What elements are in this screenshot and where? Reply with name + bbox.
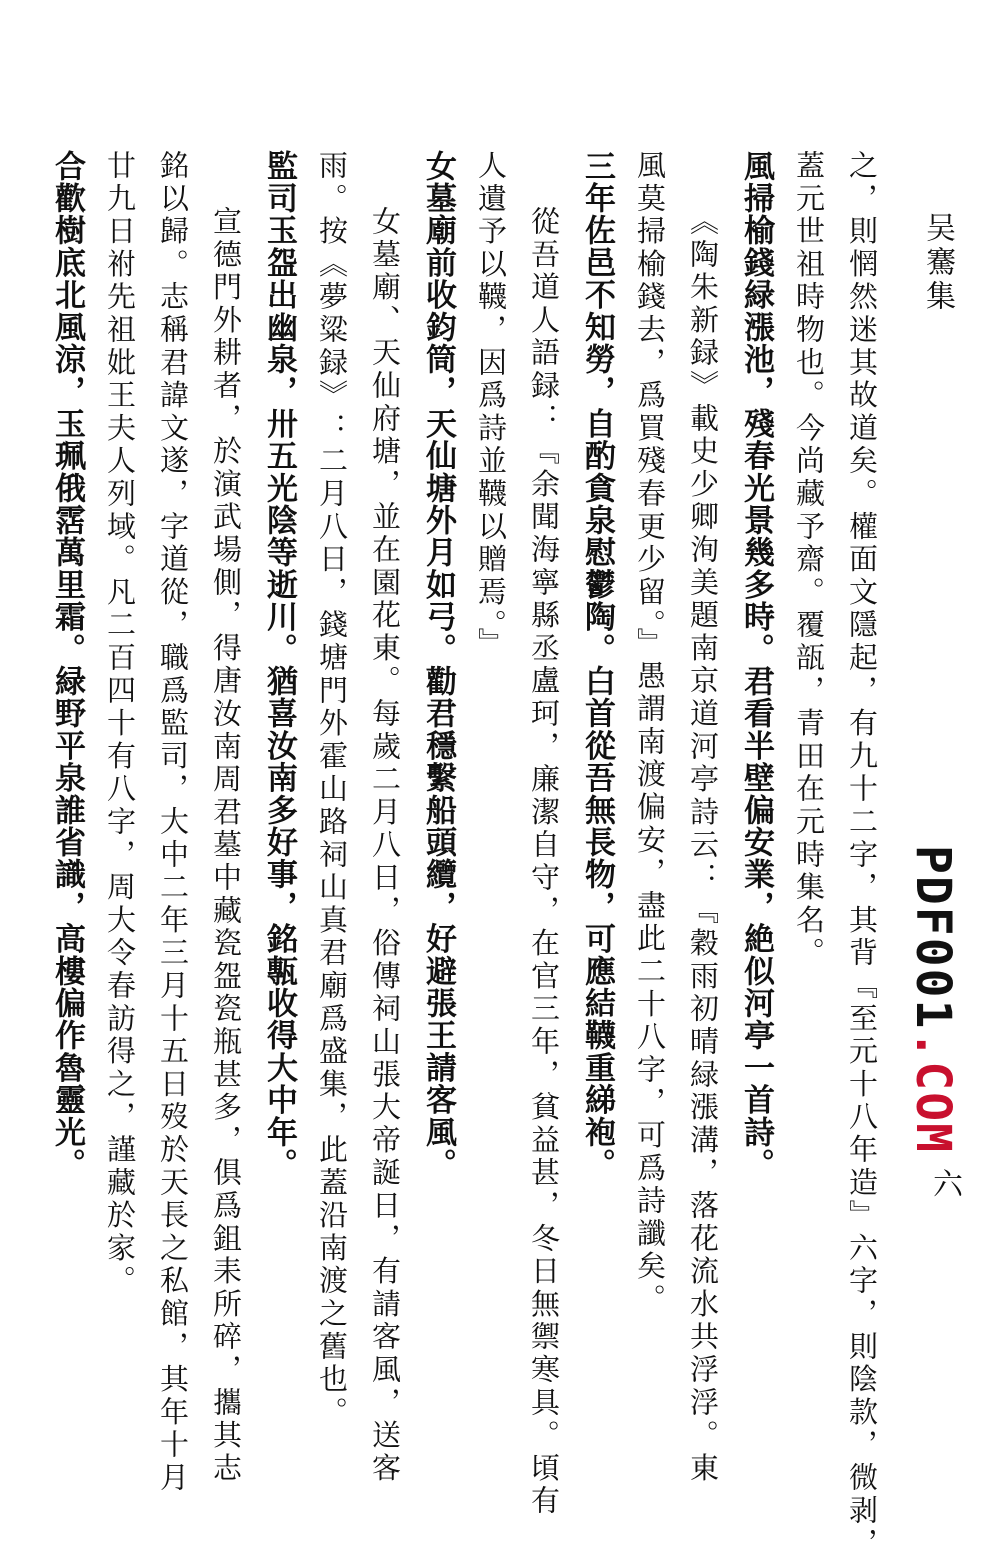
poem-column-1: 風掃榆錢緑漲池，殘春光景幾多時。君看半壁偏安業，絶似河亭一首詩。 [738,150,774,1181]
poem-column-4: 監司玉盌出幽泉，卅五光陰等逝川。猶喜汝南多好事，銘甎收得大中年。 [261,150,297,1181]
poem-column-5: 合歡樹底北風涼，玉珮俄霑萬里霜。緑野平泉誰省識，高樓偏作魯靈光。 [49,150,85,1181]
text-column-11: 廿九日祔先祖妣王夫人列域。凡二百四十有八字，周大令春訪得之，謹藏於家。 [103,150,137,1298]
text-column-9: 宣德門外耕者，於演武場側，得唐汝南周君墓中藏瓷盌瓷瓶甚多，俱爲鉏耒所碎，攜其志 [209,206,243,1486]
watermark-text-b: .COM [905,1030,961,1154]
watermark-logo [905,845,961,1154]
text-column-3: 《陶朱新録》載史少卿洵美題南京道河亭詩云：『穀雨初晴緑漲溝，落花流水共浮浮。東 [686,206,720,1486]
poem-column-3: 女墓廟前收鈞筒，天仙塘外月如弓。勸君穩繫船頭纜，好避張王請客風。 [420,150,456,1181]
poem-column-2: 三年佐邑不知勞，自酌貪泉慰鬱陶。白首從吾無長物，可應結韈重綈袍。 [579,150,615,1181]
text-column-2: 蓋元世祖時物也。今尚藏予齋。覆瓿，青田在元時集名。 [792,150,826,970]
text-column-10: 銘以歸。志稱君諱文遂，字道從，職爲監司，大中二年三月十五日歿於天長之私館，其年十月 [156,150,190,1495]
page-number: 六 [927,1168,962,1198]
text-column-5: 從吾道人語録：『余聞海寧縣丞盧珂，廉潔自守，在官三年，貧益甚，冬日無禦寒具。頃有 [527,206,561,1518]
watermark-text-a: PDF001 [905,845,961,1031]
text-column-4: 風莫掃榆錢去，爲買殘春更少留。』愚謂南渡偏安，盡此二十八字，可爲詩讖矣。 [633,150,667,1317]
text-column-7: 女墓廟、天仙府塘，並在園花東。每歲二月八日，俗傳祠山張大帝誕日，有請客風，送客 [368,206,402,1486]
text-column-8: 雨。按《夢粱録》：二月八日，錢塘門外霍山路祠山真君廟爲盛集，此蓋沿南渡之舊也。 [315,150,349,1430]
running-head: 吴騫集 [920,212,955,314]
text-column-6: 人遺予以韈，因爲詩並韈以贈焉。』 [474,150,508,661]
text-column-1: 之，則惘然迷其故道矣。權面文隱起，有九十二字，其背『至元十八年造』六字，則陰款，微剥， [845,150,879,1560]
body-text [49,150,880,1560]
